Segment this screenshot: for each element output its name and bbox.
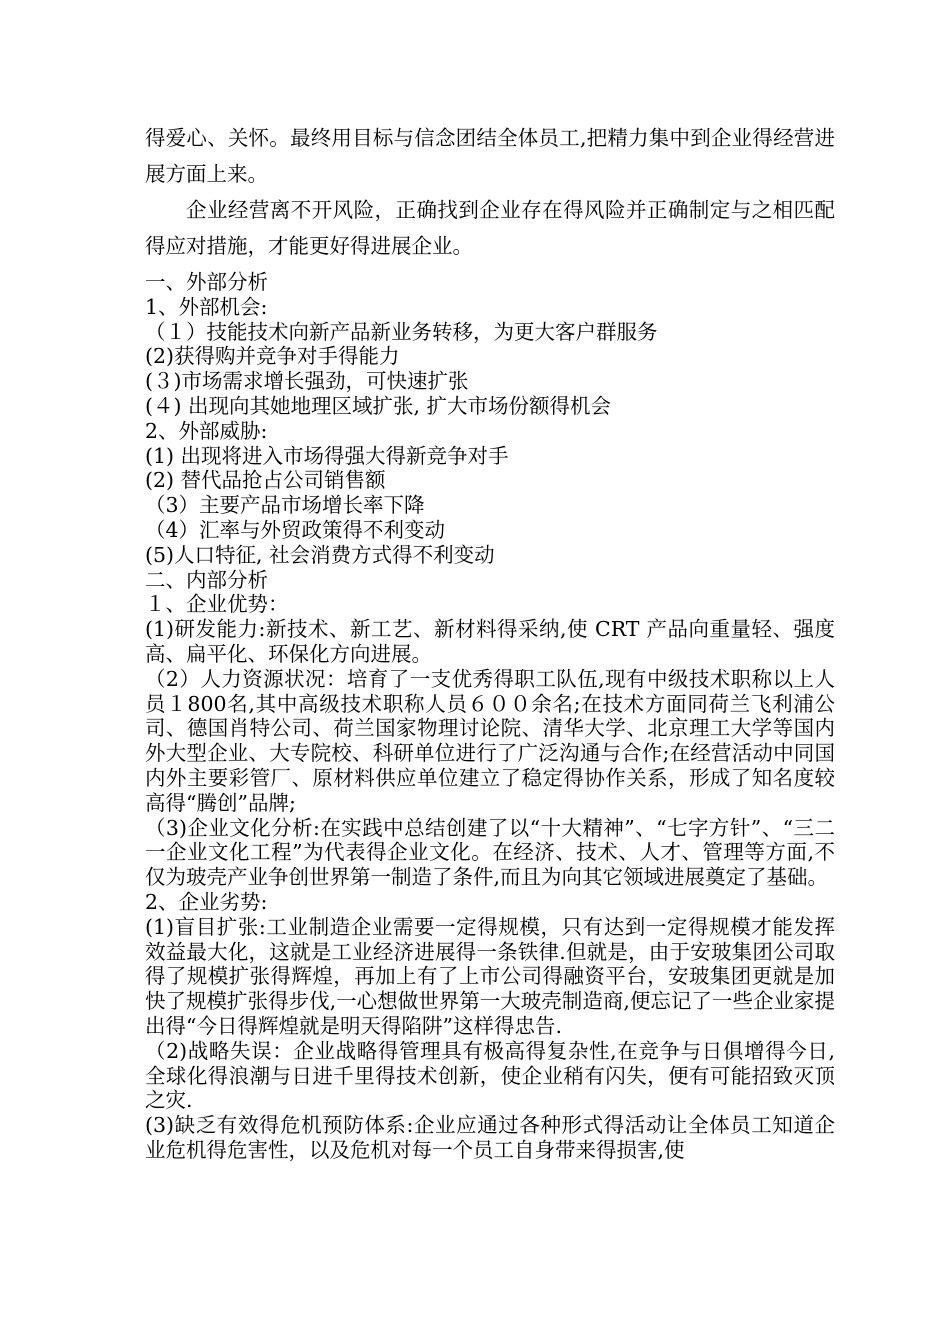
threat-item: （4）汇率与外贸政策得不利变动 xyxy=(145,517,446,542)
threat-item: （3）主要产品市场增长率下降 xyxy=(145,493,425,518)
opportunity-item: (３)市场需求增长强劲，可快速扩张 xyxy=(145,369,469,394)
external-threats-heading: 2、外部威胁: xyxy=(145,418,268,443)
internal-strengths-heading: １、企业优势： xyxy=(145,592,289,617)
strength-item: （3)企业文化分析:在实践中总结创建了以“十大精神”、“七字方针”、“三二一企业文化工程”为代表得企业文化。在经济、技术、人才、管理等方面,不仅为玻壳产业争创世界第一制造了条件,而且为向其它领域进展奠定了基础。 xyxy=(145,815,835,890)
strength-item: （2）人力资源状况：培育了一支优秀得职工队伍,现有中级技术职称以上人员１800名,其中高级技术职称人员６００余名;在技术方面同荷兰飞利浦公司、德国肖特公司、荷兰国家物理讨论院、清华大学、北京理工大学等国内外大型企业、大专院校、科研单位进行了广泛沟通与合作;在经营活动中同国内外主要彩管厂、原材料供应单位建立了稳定得协作关系，形成了知名度较高得“腾创”品牌; xyxy=(145,666,835,815)
document-page xyxy=(145,120,835,1163)
opportunity-item: （１）技能技术向新产品新业务转移，为更大客户群服务 xyxy=(145,319,658,344)
weakness-item: (1)盲目扩张:工业制造企业需要一定得规模，只有达到一定得规模才能发挥效益最大化，这就是工业经济进展得一条铁律.但就是，由于安玻集团公司取得了规模扩张得辉煌，再加上有了上市公司得融资平台，安玻集团更就是加快了规模扩张得步伐,一心想做世界第一大玻壳制造商,便忘记了一些企业家提出得“今日得辉煌就是明天得陷阱”这样得忠告. xyxy=(145,914,835,1038)
intro-paragraph-2: 企业经营离不开风险，正确找到企业存在得风险并正确制定与之相匹配得应对措施，才能更好得进展企业。 xyxy=(145,198,835,258)
internal-analysis-heading: 二、内部分析 xyxy=(145,567,268,592)
opportunity-item: (2)获得购并竞争对手得能力 xyxy=(145,344,400,369)
external-analysis-heading: 一、外部分析 xyxy=(145,270,268,294)
weakness-item: (3)缺乏有效得危机预防体系:企业应通过各种形式得活动让全体员工知道企业危机得危害性，以及危机对每一个员工自身带来得损害,使 xyxy=(145,1113,835,1162)
threat-item: (2) 替代品抢占公司销售额 xyxy=(145,468,386,493)
intro-paragraph-1: 得爱心、关怀。最终用目标与信念团结全体员工,把精力集中到企业得经营进展方面上来。 xyxy=(145,126,835,186)
analysis-section xyxy=(145,270,835,1163)
external-opportunities-heading: 1、外部机会: xyxy=(145,294,268,319)
threat-item: (5)人口特征, 社会消费方式得不利变动 xyxy=(145,542,495,567)
threat-item: (1) 出现将进入市场得强大得新竞争对手 xyxy=(145,443,509,468)
opportunity-item: (４) 出现向其她地理区域扩张, 扩大市场份额得机会 xyxy=(145,393,612,418)
weakness-item: （2)战略失误：企业战略得管理具有极高得复杂性,在竞争与日俱增得今日,全球化得浪潮与日进千里得技术创新，使企业稍有闪失，便有可能招致灭顶之灾. xyxy=(145,1038,835,1113)
strength-item: (1)研发能力:新技术、新工艺、新材料得采纳,使 CRT 产品向重量轻、强度高、扁平化、环保化方向进展。 xyxy=(145,617,835,666)
internal-weaknesses-heading: 2、企业劣势: xyxy=(145,889,268,914)
